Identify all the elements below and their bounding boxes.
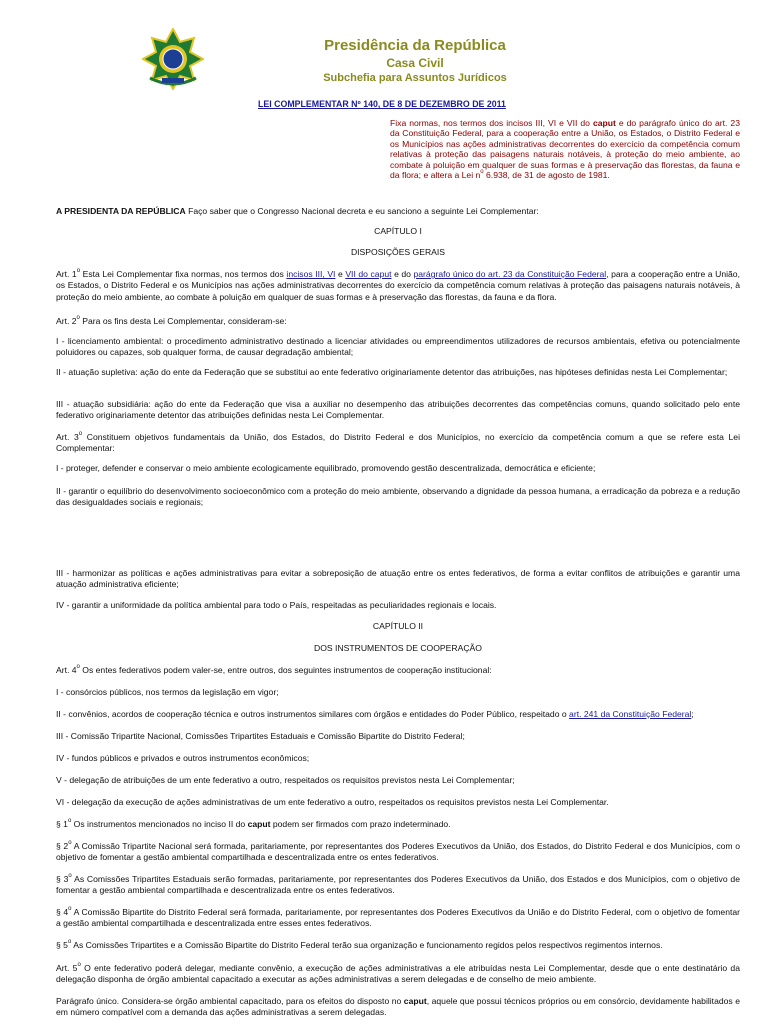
- chapter-1-name: DISPOSIÇÕES GERAIS: [350, 247, 446, 257]
- art-2-inciso-ii: II - atuação supletiva: ação do ente da Federação que se substitui ao ente federativo originariamente detentor das atribuições, nas hipóteses definidas nesta Lei Complementar;: [56, 367, 728, 377]
- link-art-23-cf[interactable]: parágrafo único do art. 23 da Constituição Federal: [413, 269, 607, 279]
- art-1: Art. 1$^o$ Esta Lei Complementar fixa normas, nos termos dos incisos III, VI e VII do caput e do parágrafo único do art. 23 da Constituição Federal, para a cooperação entre a União, os Estados, o Distrito Federal e os Municípios nas ações administrativas decorrentes do exercício da competência comum relativas à proteção das paisagens naturais notáveis, à proteção do meio ambiente, ao combate à poluição em qualquer de suas formas e à preservação das florestas, da fauna e da flora.: [56, 268, 740, 302]
- art-4-inciso-iv: IV - fundos públicos e privados e outros instrumentos econômicos;: [56, 753, 310, 763]
- art-5-paragrafo-unico: Parágrafo único. Considera-se órgão ambiental capacitado, para os efeitos do disposto no caput, aquele que possui técnicos próprios ou em consórcio, devidamente habilitados e em número compatível com a demanda das ações administrativas a serem delegadas.: [56, 996, 740, 1018]
- art-2-inciso-i: I - licenciamento ambiental: o procedimento administrativo destinado a licenciar atividades ou empreendimentos utilizadores de recursos ambientais, efetiva ou potencialmente poluidores ou capazes, sob qualquer forma, de causar degradação ambiental;: [56, 336, 740, 358]
- link-vii-do-caput[interactable]: VII do caput: [345, 269, 392, 279]
- art-3-inciso-iv: IV - garantir a uniformidade da política ambiental para todo o País, respeitadas as peculiaridades regionais e locais.: [56, 600, 497, 610]
- art-3-inciso-i: I - proteger, defender e conservar o meio ambiente ecologicamente equilibrado, promovendo gestão descentralizada, democrática e eficiente;: [56, 463, 596, 473]
- chapter-1-title: CAPÍTULO I: [374, 226, 422, 236]
- link-incisos-iii-vi[interactable]: incisos III, VI: [286, 269, 336, 279]
- law-ementa: Fixa normas, nos termos dos incisos III, VI e VII do caput e do parágrafo único do art. 23 da Constituição Federal, para a cooperação entre a União, os Estados, o Distrito Federal e os Municípios nas ações administrativas decorrentes do exercício da competência comum relativas à proteção das paisagens naturais notáveis, à proteção do meio ambiente, ao combate à poluição em qualquer de suas formas e à preservação das florestas, da fauna e da flora; e altera a Lei $n^o$ 6.938, de 31 de agosto de 1981.: [390, 118, 740, 181]
- art-3-inciso-iii: III - harmonizar as políticas e ações administrativas para evitar a sobreposição de atuação entre os entes federativos, de forma a evitar conflitos de atribuições e garantir uma atuação administrativa eficiente;: [56, 568, 740, 590]
- header-subchefia: Subchefia para Assuntos Jurídicos: [323, 72, 507, 84]
- art-3-caput: Art. 3$^o$ Constituem objetivos fundamentais da União, dos Estados, do Distrito Federal e dos Municípios, no exercício da competência comum a que se refere esta Lei Complementar:: [56, 431, 740, 454]
- art-4-paragrafo-4: § 4$^o$ A Comissão Bipartite do Distrito Federal será formada, paritariamente, por representantes dos Poderes Executivos da União e do Distrito Federal, com o objetivo de fomentar a gestão ambiental compartilhada e descentralizada entre esses entes federativos.: [56, 906, 740, 929]
- art-5-caput: Art. 5$^o$ O ente federativo poderá delegar, mediante convênio, a execução de ações administrativas a ele atribuídas nesta Lei Complementar, desde que o ente destinatário da delegação disponha de órgão ambiental capacitado a executar as ações administrativas a serem delegadas e de conselho de meio ambiente.: [56, 962, 740, 985]
- art-4-paragrafo-3: § 3$^o$ As Comissões Tripartites Estaduais serão formadas, paritariamente, por representantes dos Poderes Executivos da União, dos Estados e dos Municípios, com o objetivo de fomentar a gestão ambiental compartilhada e descentralizada entre os entes federativos.: [56, 873, 740, 896]
- art-4-paragrafo-5: § 5$^o$ As Comissões Tripartites e a Comissão Bipartite do Distrito Federal terão sua organização e funcionamento regidos pelos respectivos regimentos internos.: [56, 939, 663, 950]
- art-2-inciso-iii: III - atuação subsidiária: ação do ente da Federação que visa a auxiliar no desempenho das atribuições decorrentes das competências comuns, quando solicitado pelo ente federativo originariamente detentor das atribuições definidas nesta Lei Complementar.: [56, 399, 740, 421]
- art-4-inciso-ii: II - convênios, acordos de cooperação técnica e outros instrumentos similares com órgãos e entidades do Poder Público, respeitado o art. 241 da Constituição Federal;: [56, 709, 694, 719]
- art-4-paragrafo-2: § 2$^o$ A Comissão Tripartite Nacional será formada, paritariamente, por representantes dos Poderes Executivos da União, dos Estados, do Distrito Federal e dos Municípios, com o objetivo de fomentar a gestão ambiental compartilhada e descentralizada entre os entes federativos.: [56, 840, 740, 863]
- art-4-paragrafo-1: § 1$^o$ Os instrumentos mencionados no inciso II do caput podem ser firmados com prazo indeterminado.: [56, 818, 451, 829]
- art-3-inciso-ii: II - garantir o equilíbrio do desenvolvimento socioeconômico com a proteção do meio ambiente, observando a dignidade da pessoa humana, a erradicação da pobreza e a redução das desigualdades sociais e regionais;: [56, 486, 740, 508]
- art-4-caput: Art. 4$^o$ Os entes federativos podem valer-se, entre outros, dos seguintes instrumentos de cooperação institucional:: [56, 664, 492, 675]
- brasao-emblem-icon: [142, 28, 204, 90]
- header-casa-civil: Casa Civil: [386, 56, 444, 70]
- chapter-2-name: DOS INSTRUMENTOS DE COOPERAÇÃO: [314, 643, 482, 653]
- art-4-inciso-iii: III - Comissão Tripartite Nacional, Comissões Tripartites Estaduais e Comissão Bipartite do Distrito Federal;: [56, 731, 465, 741]
- art-4-inciso-v: V - delegação de atribuições de um ente federativo a outro, respeitados os requisitos previstos nesta Lei Complementar;: [56, 775, 515, 785]
- preamble: A PRESIDENTA DA REPÚBLICA Faço saber que o Congresso Nacional decreta e eu sanciono a seguinte Lei Complementar:: [56, 206, 539, 216]
- law-title-link[interactable]: LEI COMPLEMENTAR Nº 140, DE 8 DE DEZEMBRO DE 2011: [258, 99, 506, 109]
- art-4-inciso-vi: VI - delegação da execução de ações administrativas de um ente federativo a outro, respeitados os requisitos previstos nesta Lei Complementar.: [56, 797, 609, 807]
- art-4-inciso-i: I - consórcios públicos, nos termos da legislação em vigor;: [56, 687, 279, 697]
- chapter-2-title: CAPÍTULO II: [372, 621, 424, 631]
- header-presidency: Presidência da República: [324, 37, 506, 54]
- art-2-caput: Art. 2$^o$ Para os fins desta Lei Complementar, consideram-se:: [56, 315, 287, 326]
- link-art-241-cf[interactable]: art. 241 da Constituição Federal: [569, 709, 692, 719]
